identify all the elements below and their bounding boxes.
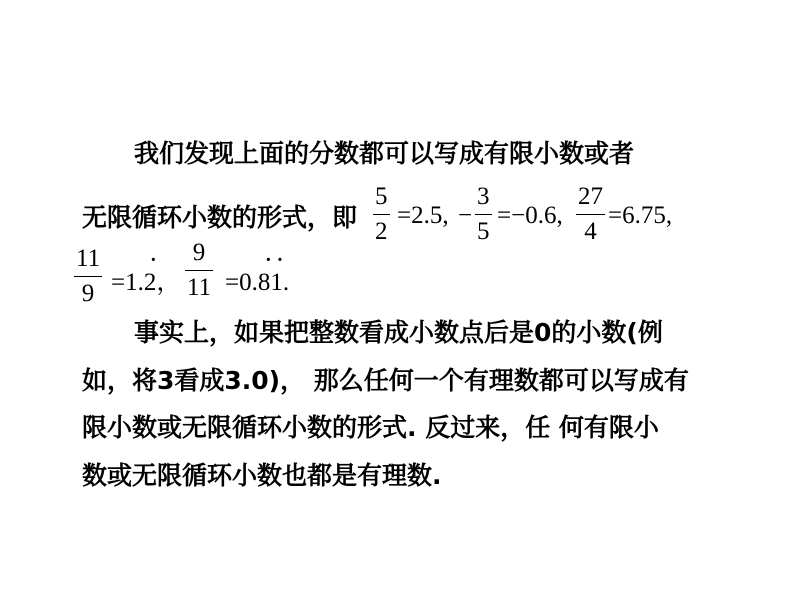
repeating-dots: · · — [265, 249, 284, 271]
equation-3-value: =6.75, — [608, 202, 673, 229]
minus-sign: − — [458, 202, 473, 229]
fraction-11-9 — [74, 246, 102, 307]
para2-line3: 限小数或无限循环小数的形式. 反过来，任 何有限小 — [82, 413, 659, 442]
fraction-numerator: 27 — [578, 183, 603, 210]
fraction-bar — [475, 214, 492, 215]
para1-line2-text: 无限循环小数的形式，即 — [82, 203, 358, 232]
fraction-9-11 — [185, 240, 213, 301]
fraction-numerator: 3 — [477, 183, 490, 210]
equation-1-value: =2.5, — [397, 202, 449, 229]
repeating-dot: · — [150, 249, 157, 271]
fraction-27-4 — [576, 184, 605, 245]
fraction-denominator: 11 — [187, 274, 212, 301]
fraction-bar — [576, 214, 605, 215]
fraction-bar — [185, 270, 213, 271]
fraction-5-2 — [373, 184, 390, 245]
fraction-numerator: 5 — [375, 183, 388, 210]
para2-line2: 如，将3看成3.0)， 那么任何一个有理数都可以写成有 — [82, 366, 689, 395]
fraction-denominator: 2 — [375, 218, 388, 245]
para1-line1: 我们发现上面的分数都可以写成有限小数或者 — [134, 139, 635, 168]
fraction-bar — [373, 214, 390, 215]
equation-2-value: =−0.6, — [497, 202, 563, 229]
fraction-denominator: 4 — [584, 218, 597, 245]
fraction-bar — [74, 276, 102, 277]
equation-4-value: =1.2， — [111, 269, 182, 296]
equation-5-value: =0.81. — [225, 269, 290, 296]
fraction-numerator: 11 — [76, 245, 101, 272]
fraction-numerator: 9 — [192, 239, 206, 266]
fraction-denominator: 9 — [81, 280, 95, 307]
fraction-denominator: 5 — [477, 218, 490, 245]
para2-line1: 事实上，如果把整数看成小数点后是0的小数(例 — [134, 318, 663, 347]
fraction-3-5 — [475, 184, 492, 245]
para2-line4: 数或无限循环小数也都是有理数. — [82, 461, 442, 490]
